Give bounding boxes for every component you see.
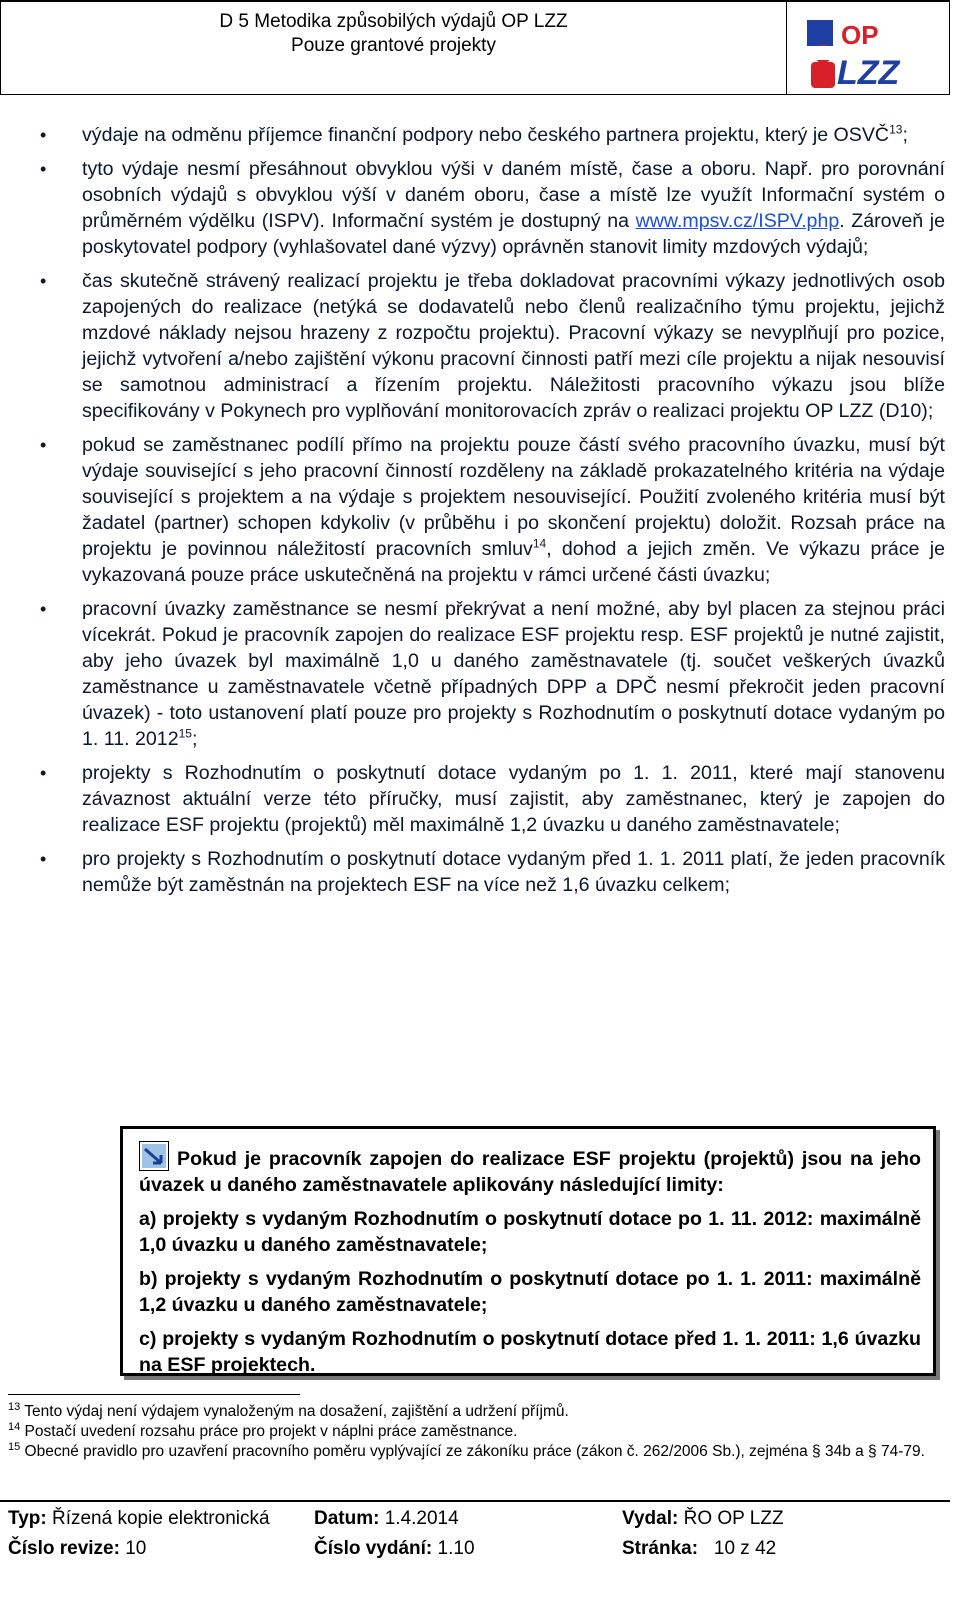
list-item: • pro projekty s Rozhodnutím o poskytnutí dotace vydaným před 1. 1. 2011 platí, že jeden pracovník nemůže být zaměstnán na projektech ESF na více než 1,6 úvazku celkem;	[40, 846, 945, 898]
footer-vydal: Vydal: ŘO OP LZZ	[622, 1508, 784, 1529]
footnote-14: $^{14}$ Postačí uvedení rozsahu práce pro projekt v náplni práce zaměstnance.	[8, 1420, 518, 1440]
note-box	[120, 1126, 936, 1376]
note-item-b: b) projekty s vydaným Rozhodnutím o poskytnutí dotace po 1. 1. 2011: maximálně 1,2 úvazku u daného zaměstnavatele;	[139, 1268, 921, 1316]
header-title-box	[1, 2, 787, 95]
list-item: • čas skutečně strávený realizací projektu je třeba dokladovat pracovními výkazy jednotlivých osob zapojených do realizace (netýká se dodavatelů nebo členů realizačního týmu projektu, jejichž mzdové náklady nejsou hrazeny z rozpočtu projektu). Pracovní výkazy se nevyplňují pro pozice, jejichž vytvoření a/nebo zajištění výkonu pracovní činnosti patří mezi cíle projektu a nijak nesouvisí se samotnou administrací a řízením projektu. Náležitosti pracovního výkazu jsou blíže specifikovány v Pokynech pro vyplňování monitorovacích zpráv o realizaci projektu OP LZZ (D10);	[40, 268, 945, 424]
list-item: • tyto výdaje nesmí přesáhnout obvyklou výši v daném místě, čase a oboru. Např. pro porovnání osobních výdajů s obvyklou výší v daném oboru, čase a místě lze využít Informační systém o průměrném výdělku (ISPV). Informační systém je dostupný na www.mpsv.cz/ISPV.php. Zároveň je poskytovatel podpory (vyhlašovatel dané výzvy) oprávněn stanovit limity mzdových výdajů;	[40, 156, 945, 260]
footer-vydani: Číslo vydání: 1.10	[314, 1538, 475, 1559]
ispv-link[interactable]: www.mpsv.cz/ISPV.php	[635, 210, 840, 232]
footnote-15: $^{15}$ Obecné pravidlo pro uzavření pracovního poměru vyplývající ze zákoníku práce (zákon č. 262/2006 Sb.), zejména § 34b a § 74-79.	[8, 1440, 925, 1460]
note-item-a: a) projekty s vydaným Rozhodnutím o poskytnutí dotace po 1. 11. 2012: maximálně 1,0 úvazku u daného zaměstnavatele;	[139, 1208, 921, 1256]
footer-datum: Datum: 1.4.2014	[314, 1508, 459, 1529]
note-arrow-icon	[139, 1141, 169, 1171]
svg-text:OP: OP	[841, 20, 879, 50]
list-item: • výdaje na odměnu příjemce finanční podpory nebo českého partnera projektu, který je OSVČ$^{13}$;	[40, 122, 945, 148]
list-item: • pokud se zaměstnanec podílí přímo na projektu pouze částí svého pracovního úvazku, musí být výdaje související s jeho pracovní činností rozděleny na základě prokazatelného kritéria na výdaje související s projektem a na výdaje s projektem nesouvisející. Použití zvoleného kritéria musí být žadatel (partner) schopen kdykoliv (v průběhu i po skončení projektu) doložit. Rozsah práce na projektu je povinnou náležitostí pracovních smluv$^{14}$, dohod a jejich změn. Ve výkazu práce je vykazovaná pouze práce uskutečněná na projektu v rámci určené části úvazku;	[40, 432, 945, 588]
footer-stranka: Stránka: 10 z 42	[622, 1538, 777, 1559]
page-header	[0, 0, 950, 95]
document-title: D 5 Metodika způsobilých výdajů OP LZZ	[219, 11, 568, 32]
list-item: • pracovní úvazky zaměstnance se nesmí překrývat a není možné, aby byl placen za stejnou práci vícekrát. Pokud je pracovník zapojen do realizace ESF projektu resp. ESF projektů je nutné zajistit, aby jeho úvazek byl maximálně 1,0 u daného zaměstnavatele (tj. součet veškerých úvazků zaměstnance u zaměstnavatele včetně případných DPP a DPČ nesmí překročit jeden pracovní úvazek) - toto ustanovení platí pouze pro projekty s Rozhodnutím o poskytnutí dotace vydaným po 1. 11. 2012$^{15}$;	[40, 596, 945, 752]
footnotes	[8, 1402, 948, 1462]
svg-text:LZZ: LZZ	[837, 54, 900, 92]
op-lzz-logo	[801, 10, 921, 92]
main-content	[40, 122, 945, 906]
note-item-c: c) projekty s vydaným Rozhodnutím o poskytnutí dotace před 1. 1. 2011: 1,6 úvazku na ESF projektech.	[139, 1328, 921, 1376]
footer-typ: Typ: Řízená kopie elektronická	[8, 1508, 270, 1529]
footer-revize: Číslo revize: 10	[8, 1538, 147, 1559]
footnote-13: $^{13}$ Tento výdaj není výdajem vynaloženým na dosažení, zajištění a udržení příjmů.	[8, 1400, 569, 1420]
document-subtitle: Pouze grantové projekty	[291, 35, 496, 56]
list-item: • projekty s Rozhodnutím o poskytnutí dotace vydaným po 1. 1. 2011, které mají stanovenu závaznost aktuální verze této příručky, musí zajistit, aby zaměstnanec, který je zapojen do realizace ESF projektu (projektů) měl maximálně 1,2 úvazku u daného zaměstnavatele;	[40, 760, 945, 838]
footnote-separator	[8, 1394, 300, 1395]
bullet-list	[40, 122, 945, 898]
page-footer	[0, 1500, 950, 1624]
note-intro: Pokud je pracovník zapojen do realizace ESF projektu (projektů) jsou na jeho úvazek u daného zaměstnavatele aplikovány následující limity:	[139, 1141, 921, 1198]
